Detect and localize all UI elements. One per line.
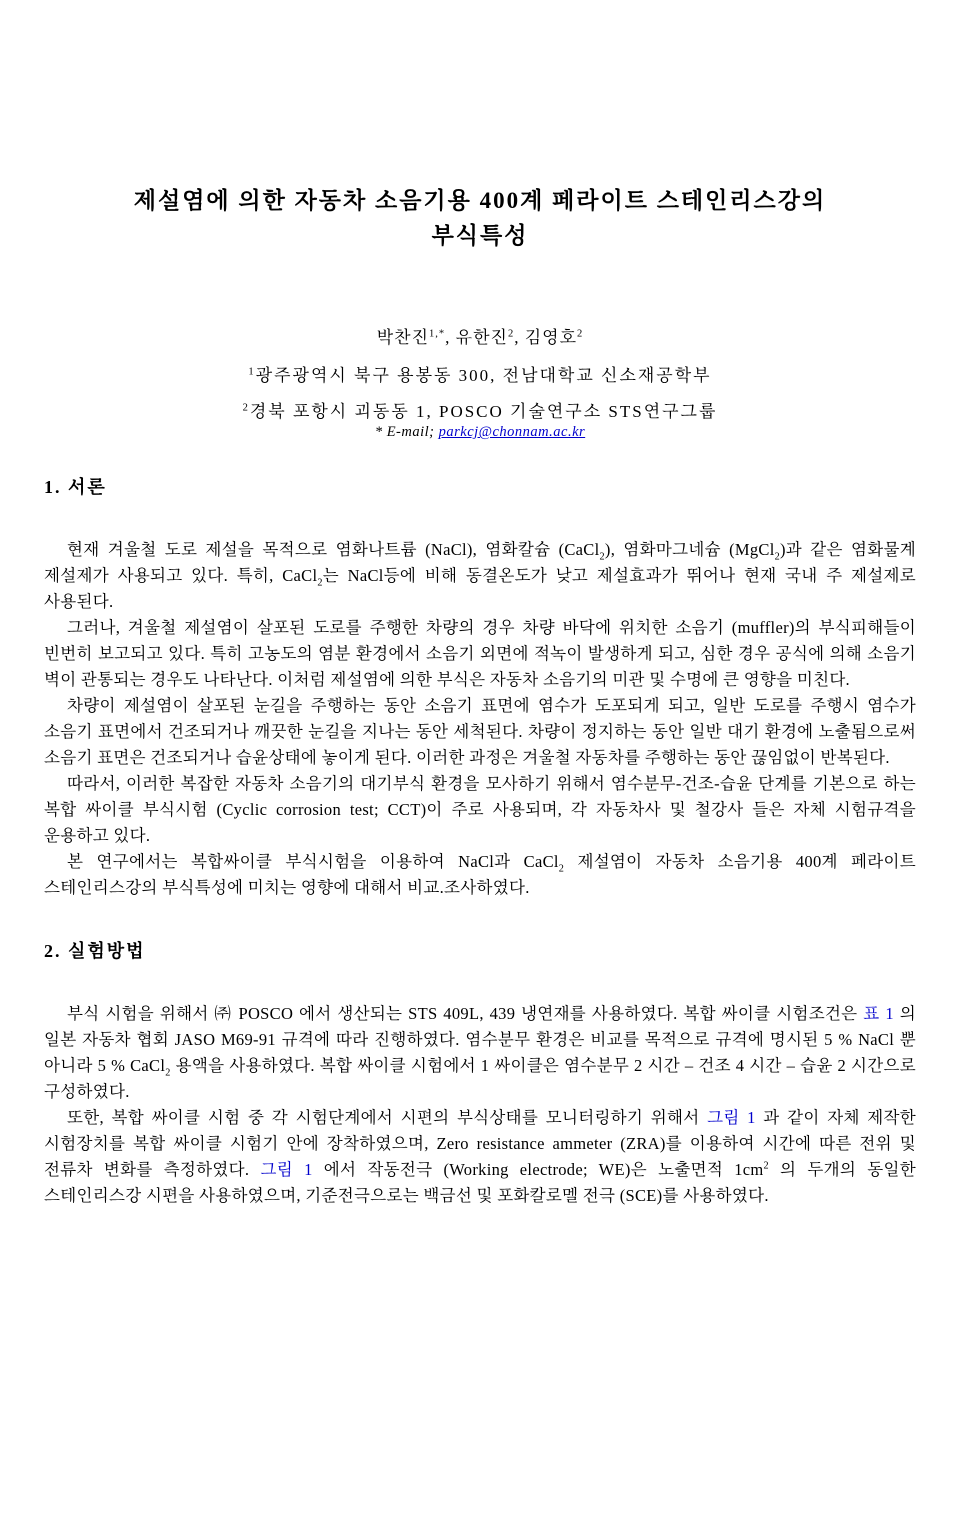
figure-1-link[interactable]: 그림 1 <box>707 1108 756 1127</box>
intro-paragraph-4 <box>44 771 916 849</box>
text-run: 2 <box>774 551 781 563</box>
method-paragraph-1 <box>44 1001 916 1105</box>
text-run: 과 같이 자체 제작한 시험장치를 복합 싸이클 시험기 안에 장착하였으며, Zero resistance ammeter (ZRA)를 이용하여 시간에 따른 전위 및 전류차 변화를 측정하였다. <box>44 1108 916 1179</box>
text-run: 제설염이 자동차 소음기용 400계 페라이트 스테인리스강의 부식특성에 미치는 영향에 대해서 비교.조사하였다. <box>44 852 916 897</box>
text-run: 그러나, 겨울철 제설염이 살포된 도로를 주행한 차량의 경우 차량 바닥에 위치한 소음기 (muffler)의 부식피해들이 빈번히 보고되고 있다. 특히 고농도의 염분 환경에서 소음기 외면에 적녹이 발생하게 되고, 심한 경우 공식에 의해 소음기 벽이 관통되는 경우도 나타난다. 이처럼 제설염에 의한 부식은 자동차 소음기의 미관 및 수명에 큰 영향을 미친다. <box>44 618 916 689</box>
text-run: 현재 겨울철 도로 제설을 목적으로 염화나트륨 (NaCl), 염화칼슘 (CaCl <box>67 540 600 559</box>
text-run: 의 일본 자동차 협회 JASO M69-91 규격에 따라 진행하였다. 염수분무 환경은 비교를 목적으로 규격에 명시된 5 % NaCl 뿐 아니라 5 % CaCl <box>44 1004 916 1075</box>
text-run: 광주광역시 북구 용봉동 300, 전남대학교 신소재공학부 <box>255 366 712 385</box>
figure-1-link-2[interactable]: 그림 1 <box>260 1160 313 1179</box>
affiliation-2 <box>44 397 916 422</box>
text-run: 2 <box>599 551 605 563</box>
text-run: 1,* <box>429 328 446 340</box>
text-run: ), 염화마그네슘 (MgCl <box>604 540 775 559</box>
intro-paragraph-2 <box>44 615 916 693</box>
text-run: * E-mail; <box>374 424 439 440</box>
text-run: 의 두개의 동일한 스테인리스강 시편을 사용하였으며, 기준전극으로는 백금선 및 포화칼로멜 전극 (SCE)를 사용하였다. <box>44 1160 916 1205</box>
text-run: 2 <box>763 1160 769 1172</box>
section-1-heading: 1. 서론 <box>44 477 107 497</box>
text-run: 본 연구에서는 복합싸이클 부식시험을 이용하여 NaCl과 CaCl <box>67 852 559 871</box>
text-run: , 김영호 <box>514 328 577 347</box>
text-run: 박찬진 <box>376 328 429 347</box>
text-run: 2 <box>317 577 323 589</box>
text-run: 2 <box>507 328 515 340</box>
table-1-link[interactable]: 표 1 <box>863 1004 894 1023</box>
text-run: )과 같은 염화물계 제설제가 사용되고 있다. 특히, CaCl <box>44 540 916 585</box>
text-run: 용액을 사용하였다. 복합 싸이클 시험에서 1 싸이클은 염수분무 2 시간 – 건조 4 시간 – 습윤 2 시간으로 구성하였다. <box>44 1056 916 1101</box>
intro-paragraph-3 <box>44 693 916 771</box>
paper-title-line2: 부식특성 <box>431 223 529 248</box>
paper-title <box>44 0 916 253</box>
text-run: 2 <box>165 1067 171 1079</box>
intro-paragraph-1 <box>44 537 916 615</box>
text-run: 에서 작동전극 (Working electrode; WE)은 노출면적 1cm <box>312 1160 764 1179</box>
text-run: 1 <box>248 366 256 378</box>
section-2-heading: 2. 실험방법 <box>44 941 146 961</box>
method-paragraph-2 <box>44 1105 916 1209</box>
paper-title-line1: 제설염에 의한 자동차 소음기용 400계 페라이트 스테인리스강의 <box>133 188 827 213</box>
text-run: 경북 포항시 괴동동 1, POSCO 기술연구소 STS연구그룹 <box>249 402 718 421</box>
email-link[interactable]: parkcj@chonnam.ac.kr <box>438 424 586 440</box>
text-run: 따라서, 이러한 복잡한 자동차 소음기의 대기부식 환경을 모사하기 위해서 염수분무-건조-습윤 단계를 기본으로 하는 복합 싸이클 부식시험 (Cyclic corrosion test; CCT)이 주로 사용되며, 각 자동차사 및 철강사 들은 자체 시험규격을 운용하고 있다. <box>44 774 916 845</box>
text-run: 부식 시험을 위해서 ㈜ POSCO 에서 생산되는 STS 409L, 439 냉연재를 사용하였다. 복합 싸이클 시험조건은 <box>67 1004 864 1023</box>
text-run: 차량이 제설염이 살포된 눈길을 주행하는 동안 소음기 표면에 염수가 도포되게 되고, 일반 도로를 주행시 염수가 소음기 표면에서 건조되거나 깨끗한 눈길을 지나는 동안 세척된다. 차량이 정지하는 동안 일반 대기 환경에 노출됨으로써 소음기 표면은 건조되거나 습윤상태에 놓이게 된다. 이러한 과정은 겨울철 자동차를 주행하는 동안 끊임없이 반복된다. <box>44 696 916 767</box>
text-run: 또한, 복합 싸이클 시험 중 각 시험단계에서 시편의 부식상태를 모니터링하기 위해서 <box>67 1108 708 1127</box>
text-run: 는 NaCl등에 비해 동결온도가 낮고 제설효과가 뛰어나 현재 국내 주 제설제로 사용된다. <box>44 566 916 611</box>
affiliation-1 <box>44 361 916 386</box>
authors-line <box>44 323 916 348</box>
text-run: 2 <box>577 328 584 340</box>
text-run: 2 <box>558 863 565 875</box>
text-run: , 유한진 <box>445 328 508 347</box>
text-run: 2 <box>242 402 250 414</box>
email-line <box>44 424 916 441</box>
intro-paragraph-5 <box>44 849 916 901</box>
